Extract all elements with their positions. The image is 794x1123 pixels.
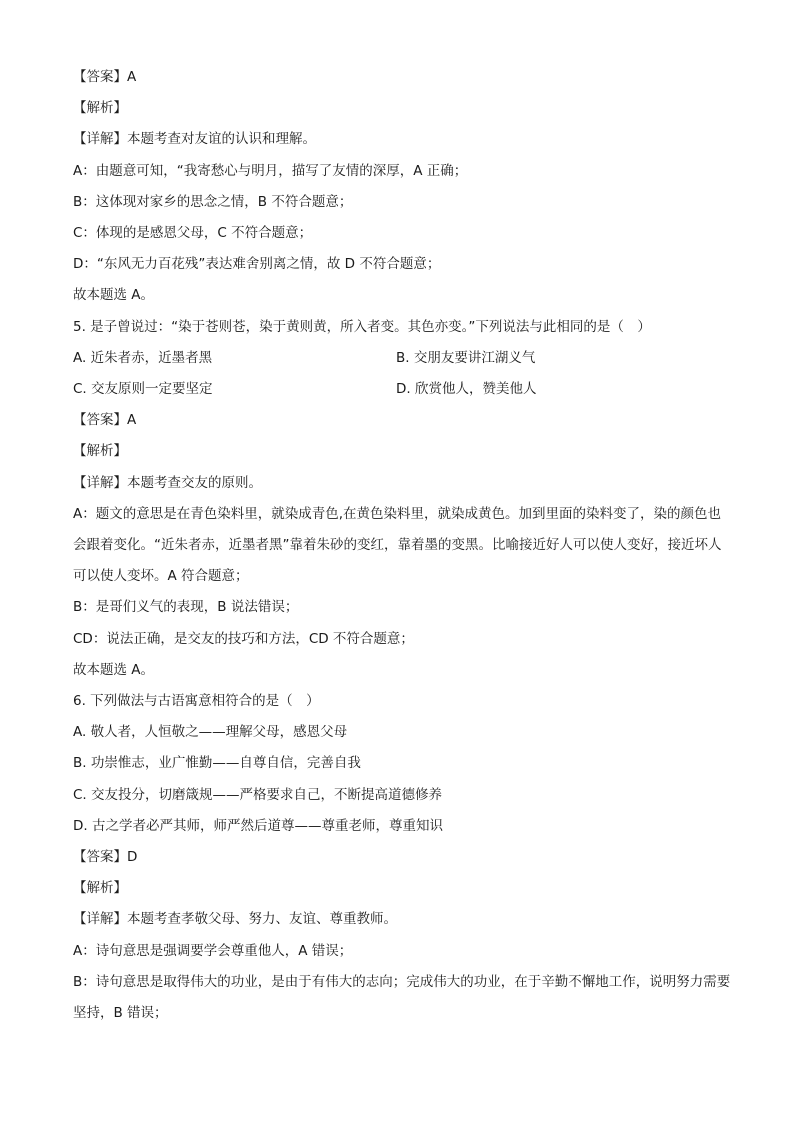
answer-label: 【答案】A (73, 412, 137, 429)
explanation-line: B：是哥们义气的表现，B 说法错误； (73, 599, 299, 616)
explanation-line: A：诗句意思是强调要学会尊重他人，A 错误； (73, 942, 353, 959)
option-item: A. 近朱者赤，近墨者黑 (73, 349, 213, 366)
explanation-paragraph: A：题文的意思是在青色染料里，就染成青色,在黄色染料里，就染成黄色。加到里面的染料变了，染的颜色也会跟着变化。“近朱者赤，近墨者黑”靠着朱砂的变红，靠着墨的变黑。比喻接近好人可以使人变好，接近坏人可以使人变坏。A 符合题意； (73, 505, 722, 585)
detail-line: 【详解】本题考查孝敬父母、努力、友谊、尊重教师。 (73, 911, 397, 928)
explanation-line: A：由题意可知，“我寄愁心与明月，描写了友情的深厚，A 正确； (73, 162, 468, 179)
explanation-line: B：这体现对家乡的思念之情，B 不符合题意； (73, 193, 353, 210)
answer-label: 【答案】D (73, 849, 138, 866)
analysis-label: 【解析】 (73, 443, 127, 460)
explanation-line: C：体现的是感恩父母，C 不符合题意； (73, 225, 313, 242)
option-line: D. 古之学者必严其师，师严然后道尊——尊重老师，尊重知识 (73, 817, 443, 834)
option-item: B. 交朋友要讲江湖义气 (396, 349, 536, 366)
answer-label: 【答案】A (73, 69, 137, 85)
document-page (73, 62, 733, 1029)
options-row (73, 374, 733, 405)
option-line: B. 功崇惟志，业广惟勤——自尊自信，完善自我 (73, 755, 361, 772)
explanation-line: CD：说法正确，是交友的技巧和方法，CD 不符合题意； (73, 630, 414, 647)
option-line: C. 交友投分，切磨箴规——严格要求自己，不断提高道德修养 (73, 786, 443, 803)
analysis-label: 【解析】 (73, 100, 127, 117)
detail-line: 【详解】本题考查对友谊的认识和理解。 (73, 131, 316, 148)
question-stem: 6. 下列做法与古语寓意相符合的是（ ） (73, 693, 320, 710)
options-row (73, 343, 733, 374)
option-item: D. 欣赏他人，赞美他人 (396, 381, 537, 398)
explanation-paragraph: B：诗句意思是取得伟大的功业，是由于有伟大的志向；完成伟大的功业，在于辛勤不懈地工作，说明努力需要坚持，B 错误； (73, 973, 731, 1022)
conclusion-line: 故本题选 A。 (73, 661, 155, 678)
analysis-label: 【解析】 (73, 880, 127, 897)
detail-line: 【详解】本题考查交友的原则。 (73, 474, 262, 491)
explanation-line: D：“东风无力百花残”表达难舍别离之情，故 D 不符合题意； (73, 256, 441, 273)
question-stem: 5. 是子曾说过：“染于苍则苍，染于黄则黄，所入者变。其色亦变。”下列说法与此相同的是（ ） (73, 318, 651, 335)
conclusion-line: 故本题选 A。 (73, 287, 155, 304)
option-item: C. 交友原则一定要坚定 (73, 381, 213, 398)
option-line: A. 敬人者，人恒敬之——理解父母，感恩父母 (73, 724, 348, 741)
